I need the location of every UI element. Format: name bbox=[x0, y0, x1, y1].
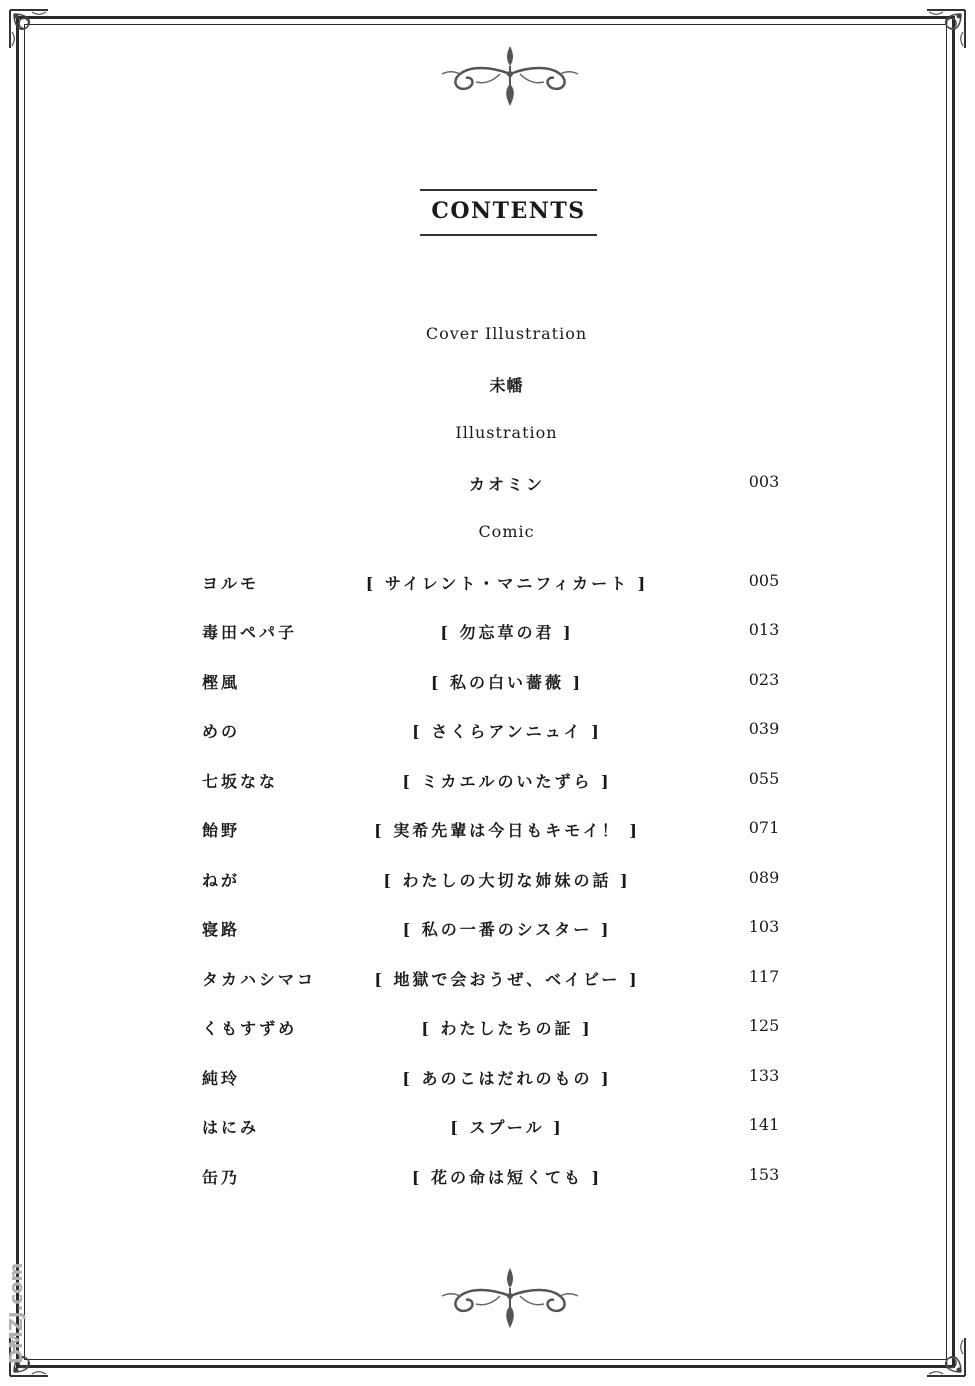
author-name: 七坂なな bbox=[202, 772, 279, 791]
illustration-section-label: Illustration bbox=[455, 423, 558, 442]
author-name: 寝路 bbox=[202, 920, 241, 939]
work-title: [ ミカエルのいたずら ] bbox=[402, 772, 612, 791]
toc-entry bbox=[0, 868, 975, 892]
corner-flourish-icon bbox=[923, 1334, 969, 1380]
work-title: [ 花の命は短くても ] bbox=[411, 1168, 603, 1187]
fleur-ornament-icon bbox=[440, 44, 580, 108]
work-title: [ 地獄で会おうぜ、ベイビー ] bbox=[374, 970, 640, 989]
comic-section-label: Comic bbox=[478, 522, 535, 541]
page-number: 055 bbox=[748, 769, 780, 788]
watermark-text: DMZJ.com bbox=[6, 1262, 27, 1364]
work-title: [ 実希先輩は今日もキモイ！ ] bbox=[374, 821, 640, 840]
site-watermark bbox=[4, 1262, 27, 1364]
corner-flourish-icon bbox=[6, 6, 52, 52]
title-rule-top bbox=[420, 189, 597, 191]
work-title: [ 勿忘草の君 ] bbox=[440, 623, 574, 642]
work-title: [ 私の白い薔薇 ] bbox=[430, 673, 584, 692]
page-number: 103 bbox=[748, 917, 780, 936]
author-name: 缶乃 bbox=[202, 1168, 241, 1187]
author-name: めの bbox=[202, 722, 241, 741]
toc-entry bbox=[0, 818, 975, 842]
author-name: ヨルモ bbox=[202, 574, 260, 593]
work-title: [ サイレント・マニフィカート ] bbox=[365, 574, 649, 593]
author-name: くもすずめ bbox=[202, 1019, 298, 1038]
page-title: CONTENTS bbox=[431, 198, 586, 224]
author-name: 樫風 bbox=[202, 673, 241, 692]
toc-entry bbox=[0, 1115, 975, 1139]
page-number: 023 bbox=[748, 670, 780, 689]
page-number: 125 bbox=[748, 1016, 780, 1035]
page-number: 133 bbox=[748, 1066, 780, 1085]
page-number: 071 bbox=[748, 818, 780, 837]
author-name: タカハシマコ bbox=[202, 970, 317, 989]
page-number: 013 bbox=[748, 620, 780, 639]
toc-entry bbox=[0, 917, 975, 941]
work-title: [ あのこはだれのもの ] bbox=[402, 1069, 612, 1088]
corner-flourish-icon bbox=[923, 6, 969, 52]
cover-artist: 未幡 bbox=[489, 376, 524, 395]
toc-entry bbox=[0, 571, 975, 595]
work-title: [ スプール ] bbox=[450, 1118, 564, 1137]
work-title: [ 私の一番のシスター ] bbox=[402, 920, 612, 939]
page-number: 005 bbox=[748, 571, 780, 590]
page-number: 153 bbox=[748, 1165, 780, 1184]
page-number: 039 bbox=[748, 719, 780, 738]
toc-entry bbox=[0, 670, 975, 694]
author-name: 純玲 bbox=[202, 1069, 241, 1088]
author-name: ねが bbox=[202, 871, 241, 890]
page-number: 003 bbox=[748, 472, 780, 491]
author-name: はにみ bbox=[202, 1118, 260, 1137]
work-title: [ さくらアンニュイ ] bbox=[412, 722, 602, 741]
illustration-artist: カオミン bbox=[468, 475, 545, 494]
author-name: 飴野 bbox=[202, 821, 241, 840]
page-number: 089 bbox=[748, 868, 780, 887]
page-number: 117 bbox=[748, 967, 780, 986]
illustration-entry bbox=[0, 472, 975, 496]
toc-entry bbox=[0, 967, 975, 991]
fleur-ornament-icon bbox=[440, 1266, 580, 1330]
work-title: [ わたしたちの証 ] bbox=[421, 1019, 593, 1038]
work-title: [ わたしの大切な姉妹の話 ] bbox=[383, 871, 631, 890]
author-name: 毒田ペパ子 bbox=[202, 623, 298, 642]
title-rule-bottom bbox=[420, 234, 597, 236]
toc-entry bbox=[0, 719, 975, 743]
cover-section-label: Cover Illustration bbox=[425, 324, 588, 343]
toc-entry bbox=[0, 1165, 975, 1189]
toc-entry bbox=[0, 769, 975, 793]
toc-entry bbox=[0, 1016, 975, 1040]
toc-entry bbox=[0, 1066, 975, 1090]
page-number: 141 bbox=[748, 1115, 780, 1134]
toc-entry bbox=[0, 620, 975, 644]
